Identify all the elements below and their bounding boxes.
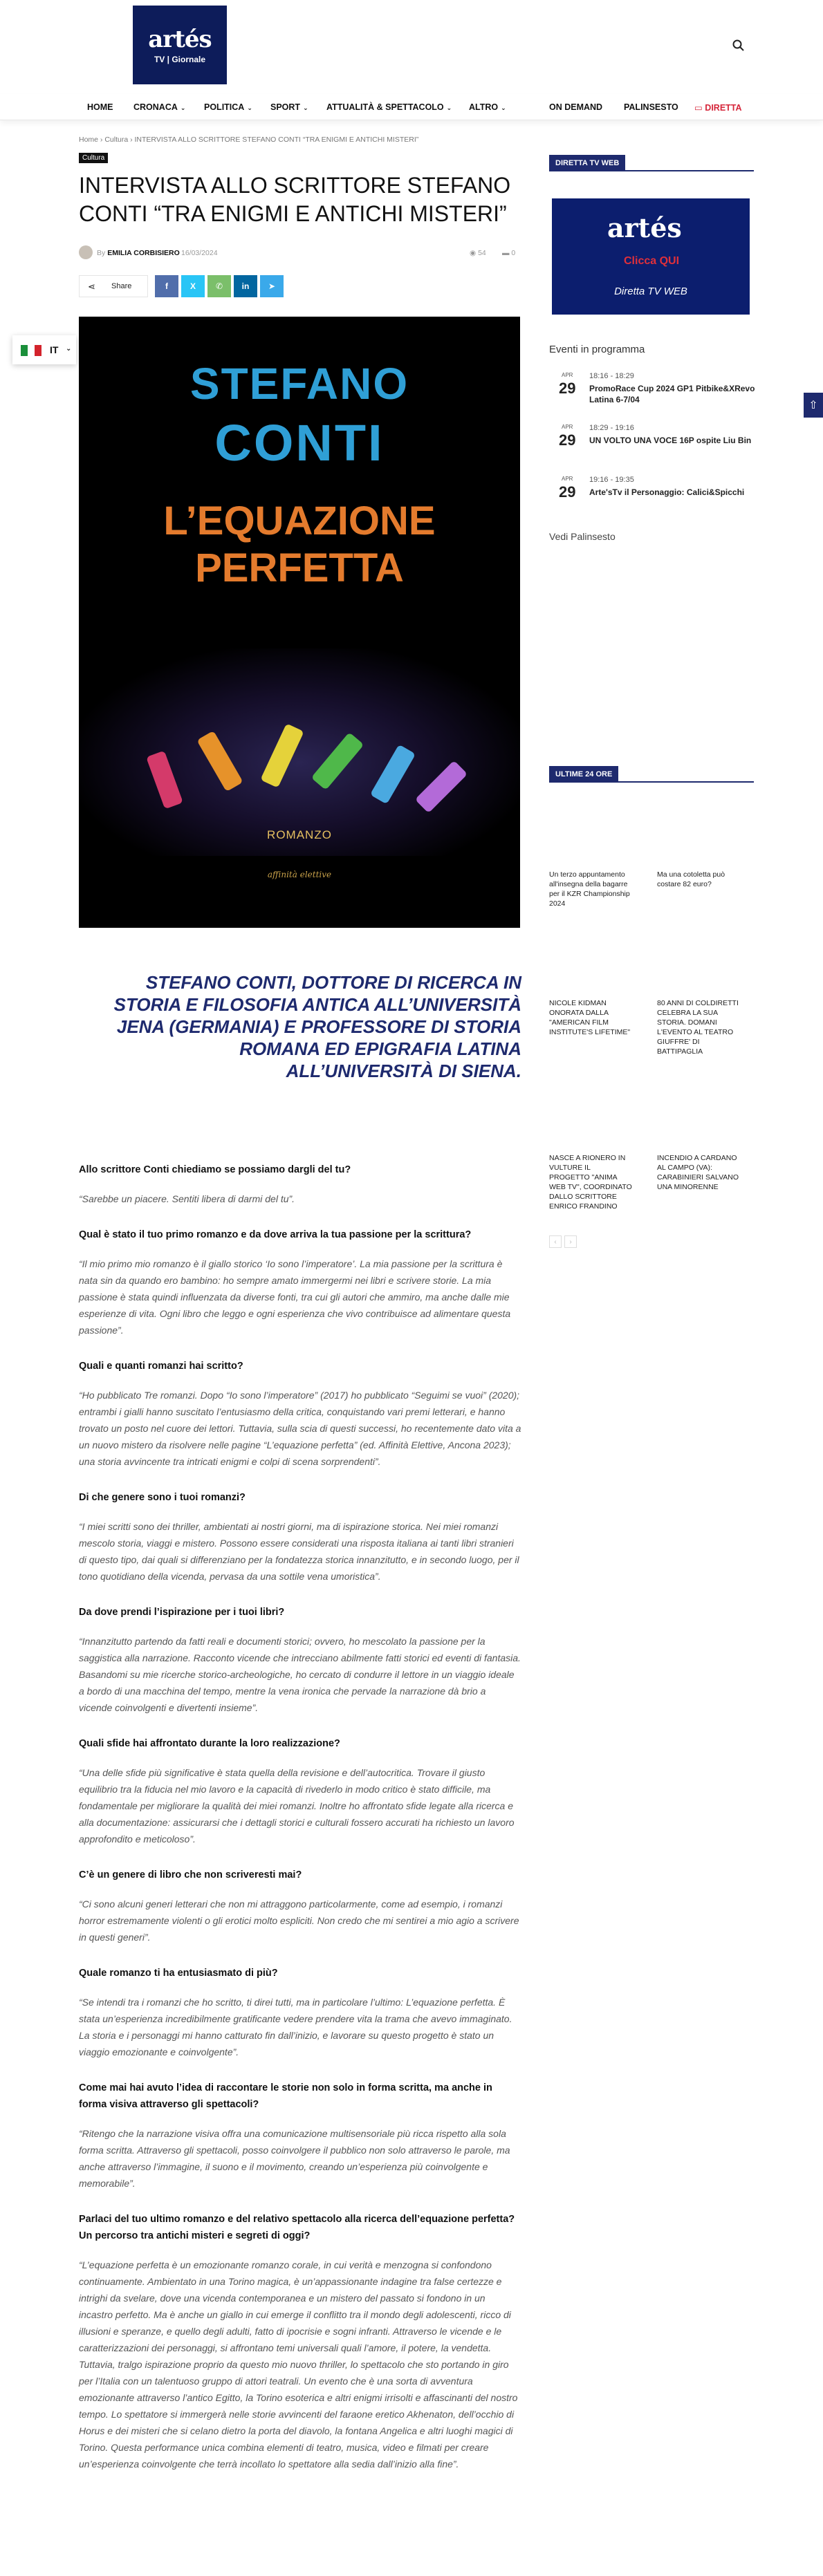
answer: “Ci sono alcuni generi letterari che non mi attraggono particolarmente, come ad esempio, i romanzi horror estremamente violenti o gli erotici molto espliciti. Non credo che mi sentirei a mio agio a scrivere in questi generi”. bbox=[79, 1898, 519, 1943]
main-nav bbox=[0, 94, 823, 120]
prev-page-button[interactable]: ‹ bbox=[549, 1235, 562, 1248]
share-icon: ⋖ bbox=[88, 281, 95, 292]
arrow-up-icon: ⇧ bbox=[808, 400, 818, 411]
share-bar bbox=[79, 275, 328, 297]
language-switcher[interactable]: IT ⌄ bbox=[12, 335, 76, 364]
events-heading: Eventi in programma bbox=[549, 344, 645, 355]
author-name[interactable]: EMILIA CORBISIERO bbox=[107, 249, 180, 257]
nav-sport[interactable]: SPORT ⌄ bbox=[270, 102, 308, 112]
chevron-down-icon: ⌄ bbox=[247, 104, 252, 111]
banner-cta: Clicca QUI bbox=[624, 255, 680, 267]
nav-on-demand[interactable]: ON DEMAND bbox=[549, 102, 603, 112]
nav-home[interactable]: HOME bbox=[87, 102, 113, 112]
share-toggle[interactable]: ⋖ Share bbox=[79, 275, 148, 297]
news-item[interactable]: Un terzo appuntamento all'insegna della bagarre per il KZR Championship 2024 bbox=[549, 870, 630, 908]
question: Qual è stato il tuo primo romanzo e da dove arriva la tua passione per la scrittura? bbox=[79, 1229, 472, 1240]
sidebar-heading-tv: DIRETTA TV WEB bbox=[549, 155, 754, 171]
views-count: ◉ 54 bbox=[470, 249, 486, 257]
event-item[interactable]: APR 29 18:29 - 19:16 UN VOLTO UNA VOCE 16P ospite Liu Bin bbox=[559, 424, 752, 449]
event-item[interactable]: APR 29 18:16 - 18:29 PromoRace Cup 2024 GP1 Pitbike&XRevo Latina 6-7/04 bbox=[559, 372, 755, 404]
schedule-link[interactable]: Vedi Palinsesto bbox=[549, 531, 616, 542]
logo-subtext: TV | Giornale bbox=[154, 55, 206, 64]
answer: “Il mio primo mio romanzo è il giallo storico ‘Io sono l’imperatore’. La mia passione per la scrittura è nata sin da quando ero bambino: ho sempre amato immergermi nei libri e scrivere storie. La mia passione è stata quindi influenzata da diverse fonti, tra cui gli autori che ammiro, ma anche dalle mie esperienze di vita. Ogni libro che leggo e ogni esperienza che vivo contribuisce ad alimentare questa passione”. bbox=[79, 1258, 511, 1336]
question: Quali e quanti romanzi hai scritto? bbox=[79, 1361, 243, 1372]
comments-count[interactable]: ▬ 0 bbox=[502, 249, 516, 257]
answer: “L’equazione perfetta è un emozionante romanzo corale, in cui verità e menzogna si confondono continuamente. Ambientato in una Torino magica, è un’appassionante indagine tra false certezze e intrighi da svelare, dove una vicenda contemporanea e un mistero del passato si fondono in un incastro perfetto. Ma è anche un giallo in cui emerge il conflitto tra il mondo degli adolescenti, ricco di illusioni e speranze, e quello degli adulti, fatto di ipocrisie e sogni infranti. Attraverso le vicende e le caratterizzazioni dei personaggi, si affrontano temi universali quali l’amore, il potere, la vendetta. Tuttavia, tralgo ispirazione proprio da questo mio nuovo thriller, lo spettacolo che sto portando in giro per l’Italia con un talentuoso gruppo di attori teatrali. Un evento che è una sorta di avventura emozionante attraverso l’antico Egitto, la Torino esoterica e altri enigmi irrisolti e affascinanti del nostro tempo. Lo spettatore si immergerà nelle storie avvincenti del faraone eretico Akhenaton, dell’occhio di Horus e dei misteri che si celano dietro la porta del diavolo, la fontana Angelica e altri luoghi magici di Torino. Questa performance unica combina elementi di teatro, musica, video e filmati per creare un’esperienza coinvolgente che terrà incollato lo spettatore alla sedia dall’inizio alla fine”. bbox=[79, 2259, 518, 2470]
search-icon bbox=[730, 37, 747, 54]
search-button[interactable] bbox=[730, 37, 747, 54]
cover-author-first: STEFANO bbox=[189, 359, 409, 409]
chevron-down-icon: ⌄ bbox=[66, 345, 72, 353]
question: Da dove prendi l’ispirazione per i tuoi libri? bbox=[79, 1607, 285, 1618]
banner-caption: Diretta TV WEB bbox=[614, 286, 687, 297]
banner-logo: artés bbox=[607, 212, 682, 243]
share-x-button[interactable]: X bbox=[181, 275, 205, 297]
article-title: INTERVISTA ALLO SCRITTORE STEFANO CONTI “TRA ENIGMI E ANTICHI MISTERI” bbox=[79, 173, 511, 226]
logo-text: artés bbox=[148, 26, 212, 53]
nav-palinsesto[interactable]: PALINSESTO bbox=[624, 102, 678, 112]
chevron-down-icon: ⌄ bbox=[501, 104, 506, 111]
share-whatsapp-button[interactable]: ✆ bbox=[207, 275, 231, 297]
news-item[interactable]: INCENDIO A CARDANO AL CAMPO (VA): CARABINIERI SALVANO UNA MINORENNE bbox=[657, 1154, 739, 1191]
news-item[interactable]: NASCE A RIONERO IN VULTURE IL PROGETTO "ANIMA WEB TV", COORDINATO DALLO SCRITTORE ENRICO FRANDINO bbox=[549, 1154, 632, 1211]
question: Come mai hai avuto l’idea di raccontare le storie non solo in forma scritta, ma anche in forma visiva attraverso gli spettacoli? bbox=[79, 2082, 492, 2110]
answer: “Una delle sfide più significative è stata quella della revisione e dell’autocritica. Trovare il giusto equilibrio tra la fiducia nel mio lavoro e la capacità di rivederlo in modo critico è stato difficile, ma fondamentale per migliorare la qualità dei miei romanzi. Inoltre ho affrontato sfide legate alla ricerca e alla documentazione: assicurarsi che i dettagli storici e culturali fossero accurati ha richiesto un lavoro approfondito e meticoloso”. bbox=[79, 1767, 515, 1845]
breadcrumb[interactable]: Home › Cultura › INTERVISTA ALLO SCRITTORE STEFANO CONTI “TRA ENIGMI E ANTICHI MISTERI” bbox=[79, 136, 419, 144]
share-facebook-button[interactable]: f bbox=[155, 275, 178, 297]
news-item[interactable]: 80 ANNI DI COLDIRETTI CELEBRA LA SUA STORIA. DOMANI L'EVENTO AL TEATRO GIUFFRE' DI BATTIPAGLIA bbox=[657, 999, 739, 1056]
question: Quali sfide hai affrontato durante la loro realizzazione? bbox=[79, 1738, 340, 1749]
question: Allo scrittore Conti chiediamo se possiamo dargli del tu? bbox=[79, 1164, 351, 1175]
sidebar-heading-latest: ULTIME 24 ORE bbox=[549, 766, 754, 783]
site-logo[interactable] bbox=[133, 6, 227, 84]
question: Parlaci del tuo ultimo romanzo e del relativo spettacolo alla ricerca dell’equazione perfetta? Un percorso tra antichi misteri e segreti di oggi? bbox=[79, 2214, 515, 2241]
cover-genre: ROMANZO bbox=[267, 828, 332, 841]
chevron-down-icon: ⌄ bbox=[303, 104, 308, 111]
nav-attualita[interactable]: ATTUALITÀ & SPETTACOLO ⌄ bbox=[326, 102, 452, 112]
answer: “Se intendi tra i romanzi che ho scritto, ti direi tutti, ma in particolare l’ultimo: L’equazione perfetta. È stata un’esperienza incredibilmente gratificante vedere prendere vita la trama che avevo immaginato. La storia e i personaggi mi hanno catturato fin dall’inizio, e lavorare su questo progetto è stato un viaggio emozionante e coinvolgente”. bbox=[79, 1997, 512, 2057]
question: Quale romanzo ti ha entusiasmato di più? bbox=[79, 1968, 278, 1979]
book-cover-image bbox=[79, 317, 520, 928]
answer: “Sarebbe un piacere. Sentiti libera di darmi del tu”. bbox=[79, 1193, 295, 1204]
chalk-illustration bbox=[79, 704, 520, 828]
category-badge[interactable]: Cultura bbox=[79, 153, 108, 163]
next-page-button[interactable]: › bbox=[564, 1235, 577, 1248]
share-linkedin-button[interactable]: in bbox=[234, 275, 257, 297]
author-avatar[interactable] bbox=[79, 245, 93, 259]
answer: “Ho pubblicato Tre romanzi. Dopo “Io sono l’imperatore” (2017) ho pubblicato “Seguimi se vuoi” (2020); entrambi i gialli hanno suscitato l’entusiasmo della critica, conquistando vari premi letterari, e hanno trovato un posto nel cuore dei lettori. Tuttavia, sulla scia di questi successi, ho recentemente dato vita a un nuovo mistero da risolvere nelle pagine “L’equazione perfetta” (ed. Affinità Elettive, Ancona 2023); una storia avvincente tra intricati enigmi e colpi di scena sorprendenti”. bbox=[79, 1390, 521, 1467]
article-date: 16/03/2024 bbox=[181, 249, 218, 257]
event-item[interactable]: APR 29 19:16 - 19:35 Arte'sTv il Personaggio: Calici&Spicchi bbox=[559, 476, 745, 501]
live-tv-banner[interactable] bbox=[552, 198, 750, 315]
answer: “Innanzitutto partendo da fatti reali e documenti storici; ovvero, ho mescolato la passione per la saggistica alla narrazione. Racconto vicende che intrecciano abilmente fatti storici ed eventi di fantasia. Basandomi su mie ricerche storico-archeologiche, ho cercato di condurre il lettore in un viaggio ideale a bordo di una macchina del tempo, mentre la vena ironica che pervade la narrazione dà brio a vicende coinvolgenti e divertenti insieme”. bbox=[79, 1636, 521, 1713]
nav-altro[interactable]: ALTRO ⌄ bbox=[469, 102, 506, 112]
cover-publisher: affinità elettive bbox=[267, 870, 332, 879]
article-body bbox=[79, 1161, 521, 2492]
article-subtitle: STEFANO CONTI, DOTTORE DI RICERCA IN STORIA E FILOSOFIA ANTICA ALL’UNIVERSITÀ JENA (GERMANIA) E PROFESSORE DI STORIA ROMANA ED EPIGRAFIA LATINA ALL’UNIVERSITÀ DI SIENA. bbox=[113, 972, 521, 1081]
cover-title: L’EQUAZIONE PERFETTA bbox=[163, 498, 436, 590]
cover-author-last: CONTI bbox=[214, 414, 385, 472]
chevron-down-icon: ⌄ bbox=[180, 104, 186, 111]
nav-cronaca[interactable]: CRONACA ⌄ bbox=[133, 102, 186, 112]
question: C’è un genere di libro che non scriveresti mai? bbox=[79, 1869, 302, 1880]
nav-diretta[interactable]: ▭ DIRETTA bbox=[694, 103, 742, 113]
chevron-down-icon: ⌄ bbox=[446, 104, 452, 111]
question: Di che genere sono i tuoi romanzi? bbox=[79, 1492, 246, 1503]
eye-icon: ◉ bbox=[470, 249, 479, 257]
news-item[interactable]: Ma una cotoletta può costare 82 euro? bbox=[657, 870, 725, 888]
answer: “Ritengo che la narrazione visiva offra una comunicazione multisensoriale più ricca rispetto alla sola forma scritta. Attraverso gli spettacoli, posso coinvolgere il pubblico non solo attraverso le parole, ma anche attraverso l’immagine, il suono e il movimento, creando un’esperienza più coinvolgente e memorabile”. bbox=[79, 2128, 510, 2189]
share-telegram-button[interactable]: ➤ bbox=[260, 275, 284, 297]
nav-politica[interactable]: POLITICA ⌄ bbox=[204, 102, 252, 112]
italy-flag-icon bbox=[21, 345, 41, 356]
comment-icon: ▬ bbox=[502, 249, 512, 257]
news-item[interactable]: NICOLE KIDMAN ONORATA DALLA "AMERICAN FILM INSTITUTE'S LIFETIME" bbox=[549, 999, 631, 1036]
scroll-top-button[interactable] bbox=[804, 393, 823, 418]
answer: “I miei scritti sono dei thriller, ambientati ai nostri giorni, ma di ispirazione storica. Nei miei romanzi mescolo storia, viaggi e mistero. Possono essere considerati una risposta italiana ai tanti libri stranieri di questo tipo, dai quali si differenziano per la fondatezza storica innanzitutto, e in secondo luogo, per il tono quotidiano della vicenda, pervasa da una sottile vena umoristica”. bbox=[79, 1521, 519, 1582]
article-meta: By EMILIA CORBISIERO 16/03/2024 ◉ 54 ▬ 0 bbox=[79, 245, 521, 261]
tv-icon: ▭ bbox=[694, 103, 705, 113]
